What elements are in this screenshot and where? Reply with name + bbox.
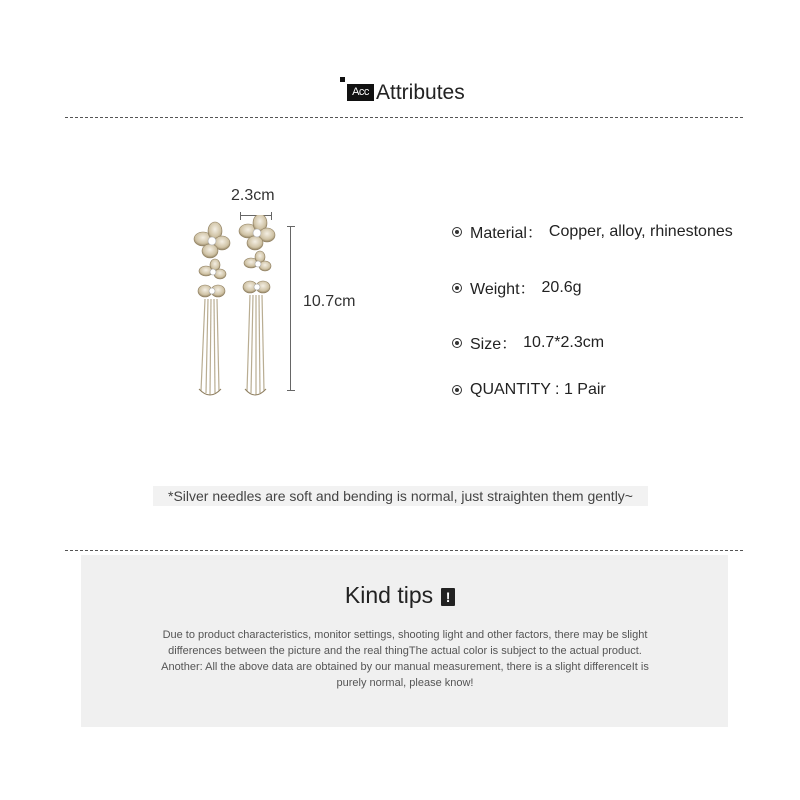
- attribute-value: 20.6g: [541, 278, 582, 296]
- length-measure-line: [290, 226, 291, 391]
- left-earring: [194, 222, 230, 395]
- attribute-value: Copper, alloy, rhinestones: [548, 222, 733, 240]
- earrings-image: [185, 215, 285, 400]
- right-earring: [239, 215, 275, 395]
- bullet-icon: [452, 385, 462, 395]
- header-dot: [340, 77, 345, 82]
- tips-text: [110, 627, 700, 691]
- section-title: Attributes: [376, 81, 465, 104]
- tips-title: Kind tips: [344, 582, 434, 608]
- bullet-icon: [452, 283, 462, 293]
- tips-line: purely normal, please know!: [336, 677, 474, 689]
- attribute-label: Material：: [470, 225, 543, 242]
- divider-bottom: [65, 550, 743, 551]
- tips-line: Another: All the above data are obtained by our manual measurement, there is a slight differenceIt is: [161, 661, 649, 673]
- exclamation-icon: !: [441, 588, 455, 606]
- attribute-weight: [452, 276, 582, 299]
- attribute-label: Weight：: [470, 281, 536, 298]
- care-note: *Silver needles are soft and bending is normal, just straighten them gently~: [153, 486, 648, 506]
- tips-line: Due to product characteristics, monitor settings, shooting light and other factors, there may be slight: [162, 629, 648, 641]
- attribute-label: Size：: [470, 336, 518, 353]
- tips-heading: [0, 582, 800, 609]
- attribute-material: [452, 220, 733, 243]
- bullet-icon: [452, 227, 462, 237]
- width-label: 2.3cm: [231, 187, 275, 204]
- header-badge: Acc: [347, 84, 374, 101]
- divider-top: [65, 117, 743, 118]
- length-label: 10.7cm: [303, 293, 356, 310]
- bullet-icon: [452, 338, 462, 348]
- attribute-quantity: [452, 381, 612, 399]
- attribute-value: 10.7*2.3cm: [523, 333, 605, 351]
- attribute-label: QUANTITY : 1 Pair: [470, 381, 606, 398]
- attribute-size: [452, 331, 604, 354]
- tips-line: differences between the picture and the real thingThe actual color is subject to the actual product.: [168, 645, 642, 657]
